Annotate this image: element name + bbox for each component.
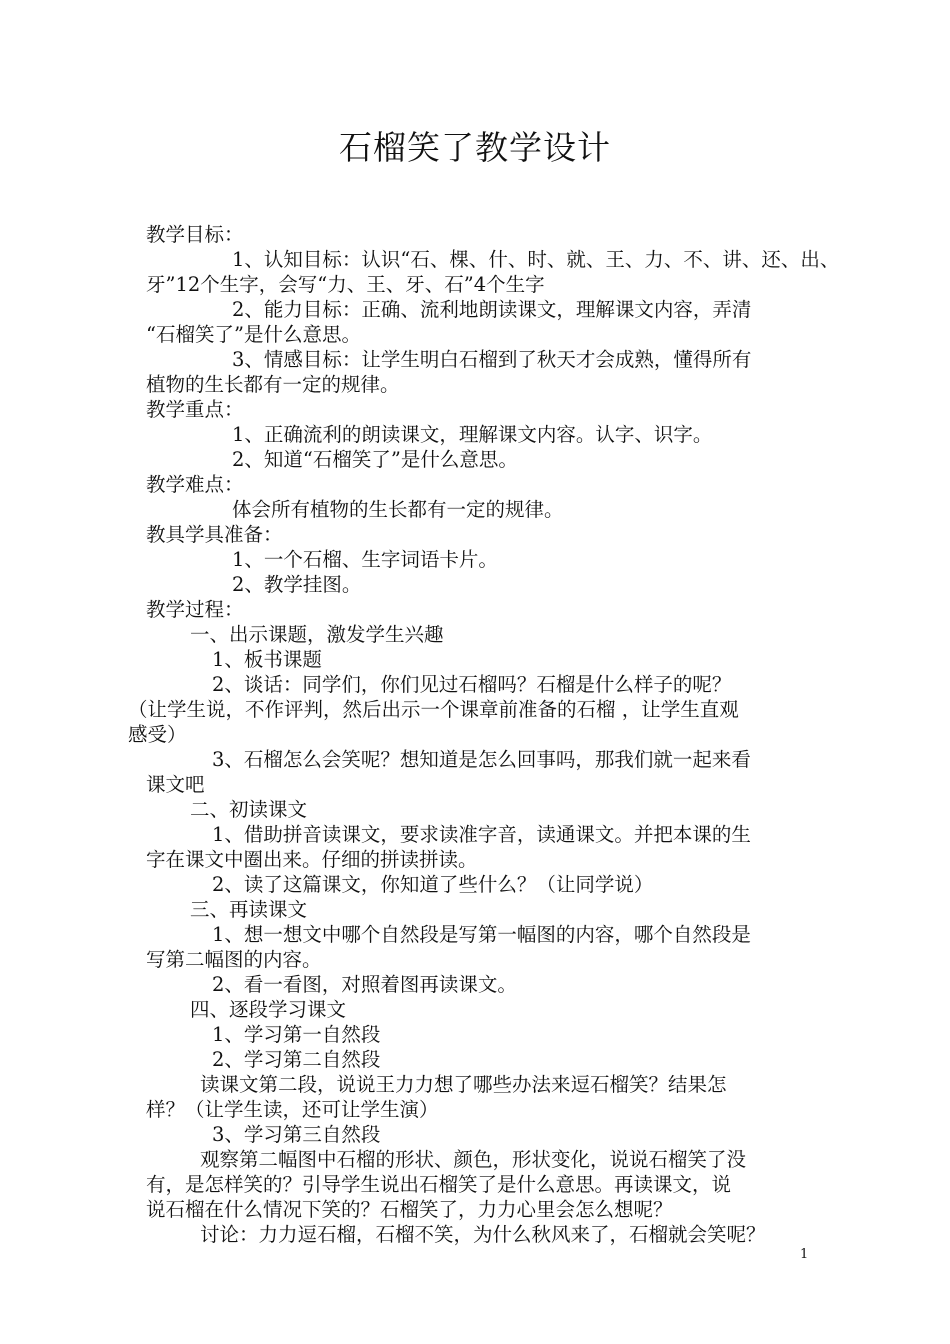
document-title: 石榴笑了教学设计 — [339, 128, 611, 167]
text-line: 1、一个石榴、生字词语卡片。 — [232, 548, 498, 571]
text-line: 3、情感目标：让学生明白石榴到了秋天才会成熟，懂得所有 — [232, 348, 752, 371]
text-line: 2、能力目标：正确、流利地朗读课文，理解课文内容，弄清 — [232, 298, 752, 321]
text-line: 2、看一看图，对照着图再读课文。 — [212, 973, 517, 996]
text-line: 2、读了这篇课文，你知道了些什么？（让同学说） — [212, 873, 654, 896]
text-line: 1、想一想文中哪个自然段是写第一幅图的内容，哪个自然段是 — [212, 923, 751, 946]
text-line: 2、谈话：同学们，你们见过石榴吗？石榴是什么样子的呢？ — [212, 673, 732, 696]
text-line: 1、借助拼音读课文，要求读准字音，读通课文。并把本课的生 — [212, 823, 751, 846]
text-line: 1、认知目标：认识“石、棵、什、时、就、王、力、不、讲、还、出、 — [232, 248, 840, 271]
text-line: “石榴笑了”是什么意思。 — [146, 323, 361, 346]
text-line: 2、知道“石榴笑了”是什么意思。 — [232, 448, 518, 471]
text-line: 写第二幅图的内容。 — [146, 948, 322, 971]
text-line: 1、学习第一自然段 — [212, 1023, 381, 1046]
text-line: 2、学习第二自然段 — [212, 1048, 381, 1071]
page-number: 1 — [800, 1247, 809, 1262]
text-line: 字在课文中圈出来。仔细的拼读拼读。 — [146, 848, 478, 871]
text-line: 感受） — [128, 723, 187, 746]
text-line: 讨论：力力逗石榴，石榴不笑，为什么秋风来了，石榴就会笑呢？ — [200, 1223, 766, 1246]
subsection-heading: 一、出示课题，激发学生兴趣 — [190, 623, 444, 646]
section-heading-goals: 教学目标： — [146, 223, 244, 246]
text-line: 牙”12个生字，会写“力、王、牙、石”4个生字 — [146, 273, 545, 296]
subsection-heading: 二、初读课文 — [190, 798, 308, 821]
text-line: 样？（让学生读，还可让学生演） — [146, 1098, 439, 1121]
text-line: 读课文第二段，说说王力力想了哪些办法来逗石榴笑？结果怎 — [200, 1073, 727, 1096]
text-line: 植物的生长都有一定的规律。 — [146, 373, 400, 396]
text-line: （让学生说，不作评判，然后出示一个课章前准备的石榴 ，让学生直观 — [128, 698, 739, 721]
text-line: 观察第二幅图中石榴的形状、颜色，形状变化，说说石榴笑了没 — [200, 1148, 747, 1171]
text-line: 1、正确流利的朗读课文，理解课文内容。认字、识字。 — [232, 423, 713, 446]
section-heading-materials: 教具学具准备： — [146, 523, 283, 546]
subsection-heading: 三、再读课文 — [190, 898, 308, 921]
text-line: 有，是怎样笑的？引导学生说出石榴笑了是什么意思。再读课文，说 — [146, 1173, 732, 1196]
text-line: 课文吧 — [146, 773, 205, 796]
text-line: 1、板书课题 — [212, 648, 322, 671]
text-line: 3、学习第三自然段 — [212, 1123, 381, 1146]
section-heading-key-points: 教学重点： — [146, 398, 244, 421]
text-line: 体会所有植物的生长都有一定的规律。 — [232, 498, 564, 521]
text-line: 说石榴在什么情况下笑的？石榴笑了，力力心里会怎么想呢？ — [146, 1198, 673, 1221]
section-heading-difficulties: 教学难点： — [146, 473, 244, 496]
section-heading-process: 教学过程： — [146, 598, 244, 621]
text-line: 2、教学挂图。 — [232, 573, 362, 596]
subsection-heading: 四、逐段学习课文 — [190, 998, 347, 1021]
text-line: 3、石榴怎么会笑呢？想知道是怎么回事吗，那我们就一起来看 — [212, 748, 751, 771]
